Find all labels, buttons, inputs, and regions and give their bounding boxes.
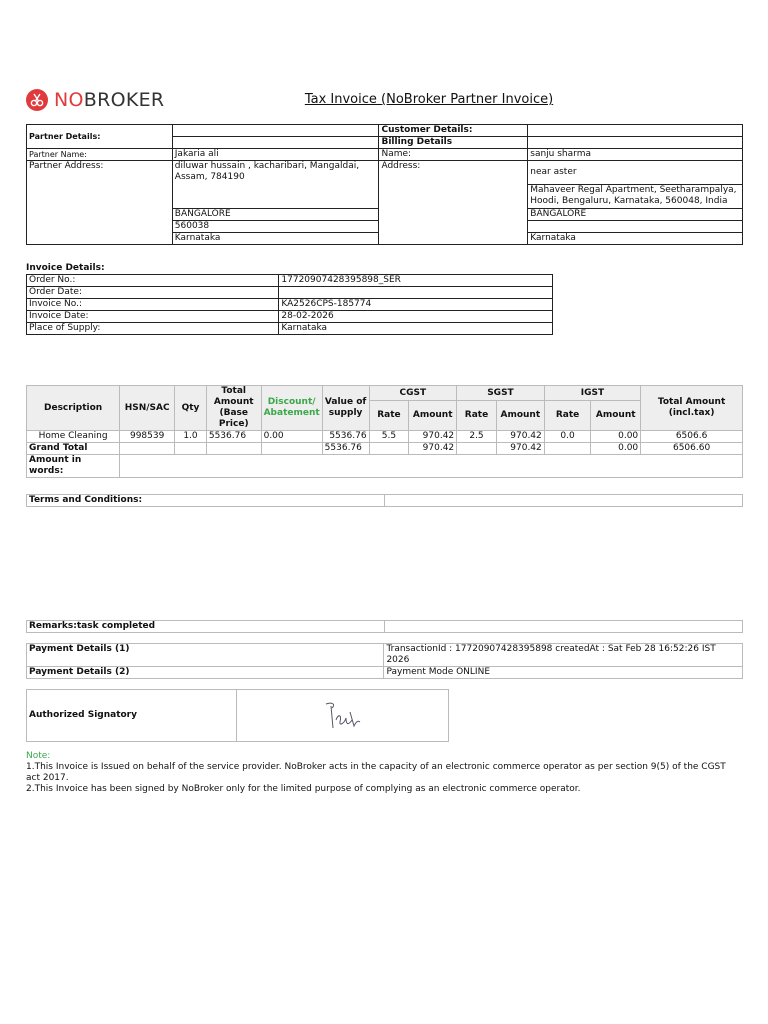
grand-total-label: Grand Total — [27, 443, 120, 455]
party-details-table — [26, 124, 743, 245]
payment-label-1: Payment Details (1) — [27, 644, 384, 667]
partner-address: diluwar hussain , kacharibari, Mangaldai, Assam, 784190 — [172, 161, 379, 209]
col-igst: IGST — [544, 386, 640, 401]
invoice-no-label: Invoice No.: — [27, 299, 279, 311]
grand-total-cgst: 970.42 — [409, 443, 457, 455]
customer-name: sanju sharma — [528, 149, 743, 161]
payment-value-1: TransactionId : 17720907428395898 createdAt : Sat Feb 28 16:52:26 IST 2026 — [384, 644, 743, 667]
item-discount: 0.00 — [261, 431, 322, 443]
customer-address-label: Address: — [379, 161, 528, 245]
logo-wordmark: NOBROKER — [54, 89, 165, 111]
signature-cell — [236, 690, 448, 742]
invoice-note — [26, 751, 742, 795]
customer-address-line2: Mahaveer Regal Apartment, Seetharampalya, Hoodi, Bengaluru, Karnataka, 560048, India — [528, 185, 743, 209]
terms-label: Terms and Conditions: — [27, 495, 385, 507]
signature-icon — [322, 700, 364, 732]
col-hsn: HSN/SAC — [120, 386, 175, 431]
terms-table — [26, 494, 743, 507]
grand-total-value: 5536.76 — [322, 443, 369, 455]
note-line-2: 2.This Invoice has been signed by NoBroker only for the limited purpose of complying as an electronic commerce operator. — [26, 784, 581, 794]
col-igst-rate: Rate — [544, 401, 591, 431]
tax-summary-table — [26, 385, 743, 478]
partner-pincode: 560038 — [172, 221, 379, 233]
place-of-supply: Karnataka — [279, 323, 553, 335]
customer-city: BANGALORE — [528, 209, 743, 221]
grand-total-sgst: 970.42 — [496, 443, 544, 455]
place-of-supply-label: Place of Supply: — [27, 323, 279, 335]
note-heading: Note: — [26, 751, 51, 761]
invoice-details-heading: Invoice Details: — [26, 263, 105, 273]
invoice-no: KA2526CPS-185774 — [279, 299, 553, 311]
customer-name-label: Name: — [379, 149, 528, 161]
grand-total-igst: 0.00 — [591, 443, 641, 455]
item-base: 5536.76 — [206, 431, 261, 443]
payment-table — [26, 643, 743, 679]
item-igst-amount: 0.00 — [591, 431, 641, 443]
col-description: Description — [27, 386, 120, 431]
col-value-supply: Value of supply — [322, 386, 369, 431]
customer-details-heading: Customer Details: — [379, 125, 528, 137]
partner-address-label: Partner Address: — [27, 161, 173, 245]
col-discount: Discount/ Abatement — [261, 386, 322, 431]
col-total-amount: Total Amount (Base Price) — [206, 386, 261, 431]
col-cgst-amount: Amount — [409, 401, 457, 431]
partner-name: Jakaria ali — [172, 149, 379, 161]
order-no: 17720907428395898_SER — [279, 275, 553, 287]
item-sgst-amount: 970.42 — [496, 431, 544, 443]
signatory-table — [26, 689, 449, 742]
order-date — [279, 287, 553, 299]
invoice-date: 28-02-2026 — [279, 311, 553, 323]
col-qty: Qty — [175, 386, 207, 431]
item-sgst-rate: 2.5 — [457, 431, 497, 443]
col-total-incl: Total Amount (incl.tax) — [641, 386, 743, 431]
note-line-1: 1.This Invoice is Issued on behalf of the service provider. NoBroker acts in the capacity of an electronic commerce operator as per section 9(5) of the CGST act 2017. — [26, 762, 726, 783]
col-sgst: SGST — [457, 386, 545, 401]
invoice-title: Tax Invoice (NoBroker Partner Invoice) — [304, 92, 554, 107]
partner-state: Karnataka — [172, 233, 379, 245]
col-sgst-rate: Rate — [457, 401, 497, 431]
invoice-details-table — [26, 274, 553, 335]
authorized-signatory-label: Authorized Signatory — [27, 690, 237, 742]
table-row — [27, 431, 743, 443]
grand-total-row — [27, 443, 743, 455]
remarks-table — [26, 620, 743, 633]
partner-details-heading: Partner Details: — [27, 125, 173, 149]
partner-city: BANGALORE — [172, 209, 379, 221]
grand-total-incl: 6506.60 — [641, 443, 743, 455]
amount-words-value — [120, 455, 743, 478]
item-total: 6506.6 — [641, 431, 743, 443]
partner-name-label: Partner Name: — [27, 149, 173, 161]
item-hsn: 998539 — [120, 431, 175, 443]
col-sgst-amount: Amount — [496, 401, 544, 431]
item-description: Home Cleaning — [27, 431, 120, 443]
col-cgst-rate: Rate — [369, 401, 409, 431]
customer-address-line1: near aster — [528, 161, 743, 185]
col-cgst: CGST — [369, 386, 457, 401]
order-no-label: Order No.: — [27, 275, 279, 287]
amount-words-label: Amount in words: — [27, 455, 120, 478]
remarks: Remarks:task completed — [27, 621, 385, 633]
item-cgst-rate: 5.5 — [369, 431, 409, 443]
payment-value-2: Payment Mode ONLINE — [384, 667, 743, 679]
item-igst-rate: 0.0 — [544, 431, 591, 443]
item-value: 5536.76 — [322, 431, 369, 443]
customer-state: Karnataka — [528, 233, 743, 245]
billing-details-heading: Billing Details — [379, 137, 528, 149]
invoice-date-label: Invoice Date: — [27, 311, 279, 323]
item-cgst-amount: 970.42 — [409, 431, 457, 443]
order-date-label: Order Date: — [27, 287, 279, 299]
payment-label-2: Payment Details (2) — [27, 667, 384, 679]
col-igst-amount: Amount — [591, 401, 641, 431]
item-qty: 1.0 — [175, 431, 207, 443]
